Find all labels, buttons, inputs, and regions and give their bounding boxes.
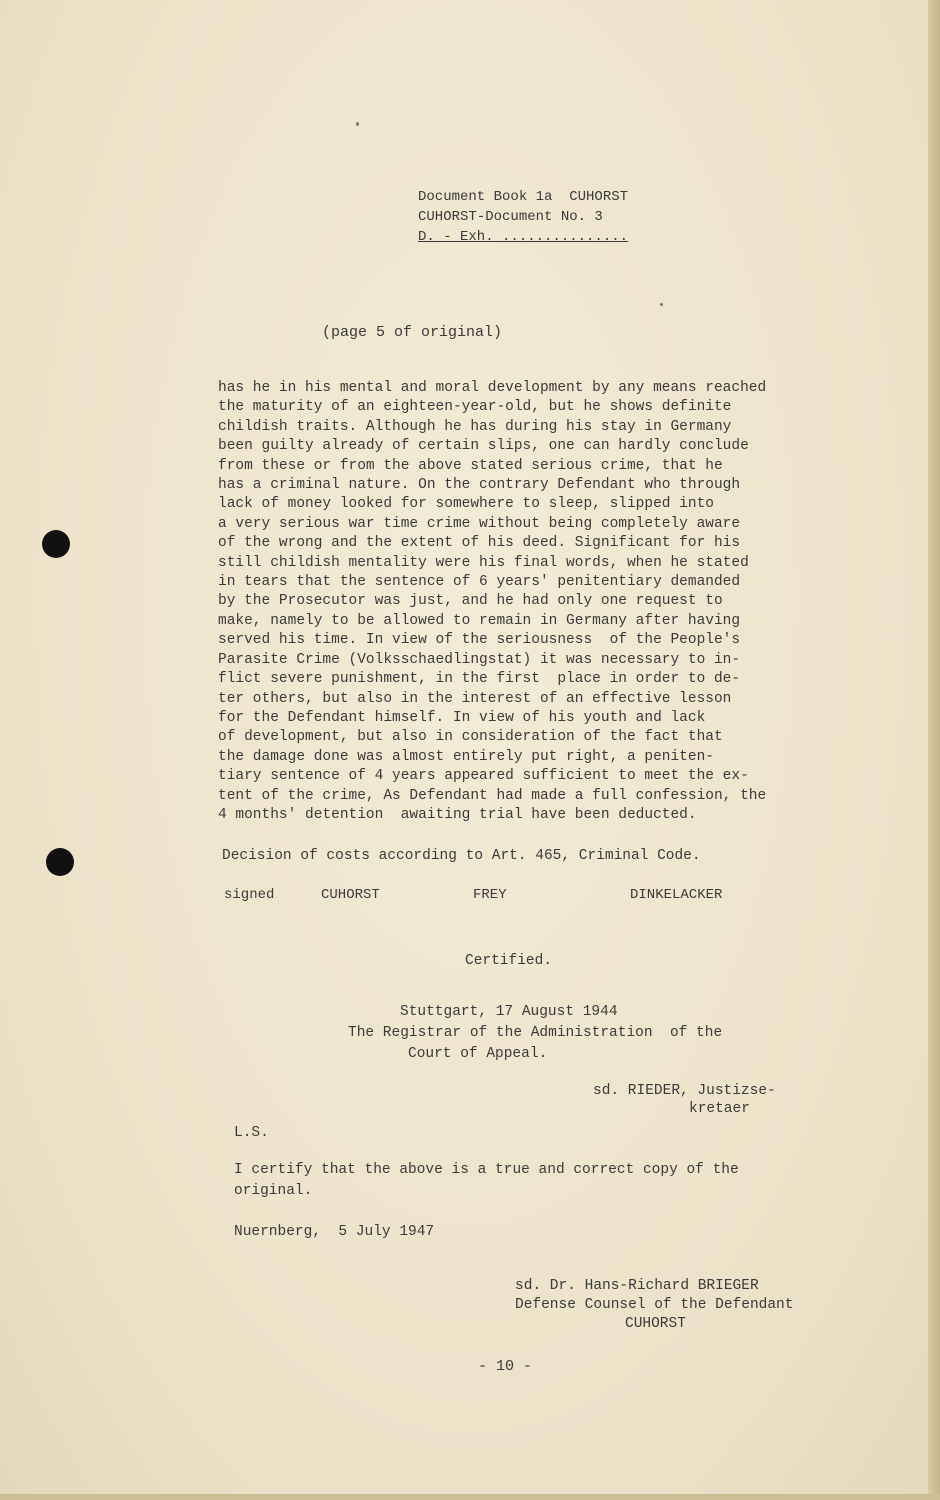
costs-decision: Decision of costs according to Art. 465, Criminal Code. (222, 848, 701, 864)
header-line-book: Document Book 1a CUHORST (418, 189, 629, 205)
body-paragraph (218, 379, 838, 825)
body-line: been guilty already of certain slips, one can hardly conclude (218, 438, 749, 455)
counsel-signature-block (515, 1277, 793, 1334)
body-line: tent of the crime, As Defendant had made a full confession, the (218, 787, 767, 804)
body-line: tiary sentence of 4 years appeared sufficient to meet the ex- (218, 768, 749, 785)
body-line: served his time. In view of the seriousness of the People's (218, 632, 741, 649)
body-line: childish traits. Although he has during his stay in Germany (218, 418, 732, 435)
registrar-block (348, 1002, 722, 1065)
body-line: has he in his mental and moral development by any means reached (218, 380, 767, 396)
body-line: 4 months' detention awaiting trial have been deducted. (218, 806, 697, 823)
certification-line-1: I certify that the above is a true and correct copy of the (234, 1162, 739, 1178)
body-line: the maturity of an eighteen-year-old, but he shows definite (218, 399, 732, 416)
body-line: still childish mentality were his final words, when he stated (218, 554, 749, 571)
body-line: has a criminal nature. On the contrary Defendant who through (218, 477, 741, 494)
body-line: make, namely to be allowed to remain in Germany after having (218, 612, 741, 629)
counsel-defendant: CUHORST (625, 1316, 686, 1332)
signature-frey: FREY (473, 887, 507, 903)
header-line-document: CUHORST-Document No. 3 (418, 209, 603, 225)
certified-label: Certified. (465, 953, 553, 969)
body-line: of development, but also in consideration of the fact that (218, 729, 723, 746)
registrar-court: Court of Appeal. (408, 1046, 548, 1062)
rieder-title: kretaer (689, 1101, 750, 1117)
counsel-name: sd. Dr. Hans-Richard BRIEGER (515, 1278, 759, 1294)
body-line: for the Defendant himself. In view of his youth and lack (218, 709, 706, 726)
page-number: - 10 - (478, 1358, 533, 1375)
punch-hole-icon (42, 530, 70, 558)
paper-edge-right (928, 0, 940, 1500)
certification-statement (234, 1160, 834, 1202)
registrar-title: The Registrar of the Administration of the (348, 1025, 723, 1041)
header-line-exhibit: D. - Exh. ............... (418, 229, 629, 245)
signature-cuhorst: CUHORST (321, 887, 380, 903)
rieder-signature-block (593, 1082, 776, 1118)
body-line: a very serious war time crime without being completely aware (218, 515, 741, 532)
body-line: in tears that the sentence of 6 years' penitentiary demanded (218, 574, 741, 591)
page-note: (page 5 of original) (322, 324, 503, 341)
registrar-place-date: Stuttgart, 17 August 1944 (400, 1004, 618, 1020)
certification-line-2: original. (234, 1183, 313, 1199)
body-line: lack of money looked for somewhere to sleep, slipped into (218, 496, 714, 513)
paper-edge-bottom (0, 1494, 940, 1500)
place-date: Nuernberg, 5 July 1947 (234, 1224, 435, 1240)
seal-label: L.S. (234, 1125, 269, 1141)
body-line: by the Prosecutor was just, and he had only one request to (218, 593, 723, 610)
signed-label: signed (224, 887, 275, 903)
rieder-name: sd. RIEDER, Justizse- (593, 1083, 776, 1099)
body-line: from these or from the above stated serious crime, that he (218, 457, 723, 474)
body-line: flict severe punishment, in the first place in order to de- (218, 671, 741, 688)
paper-speck (356, 122, 359, 126)
punch-hole-icon (46, 848, 74, 876)
document-header (418, 187, 628, 247)
body-line: ter others, but also in the interest of an effective lesson (218, 690, 732, 707)
body-line: of the wrong and the extent of his deed. Significant for his (218, 535, 741, 552)
counsel-title: Defense Counsel of the Defendant (515, 1297, 794, 1313)
signature-dinkelacker: DINKELACKER (630, 887, 723, 903)
body-line: Parasite Crime (Volksschaedlingstat) it was necessary to in- (218, 651, 741, 668)
body-line: the damage done was almost entirely put right, a peniten- (218, 748, 714, 765)
paper-speck (660, 303, 663, 306)
